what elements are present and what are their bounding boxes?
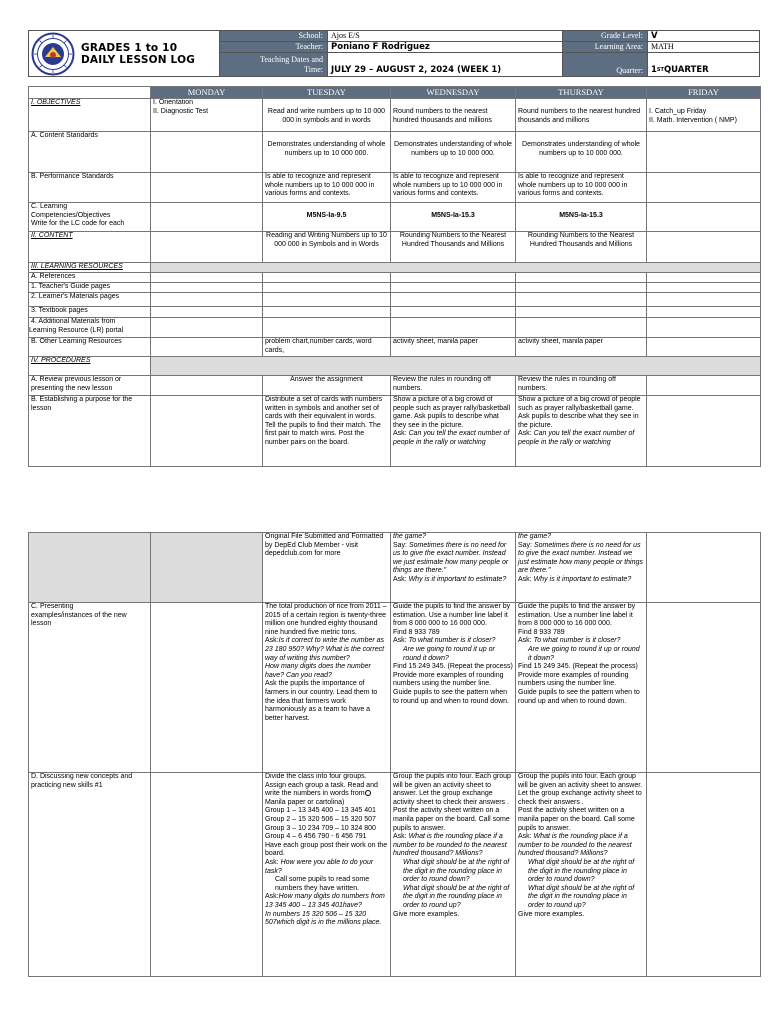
other-resources-row xyxy=(29,338,761,357)
continued-wednesday-2: Say: xyxy=(393,541,409,549)
presenting-wednesday-3: Ask: xyxy=(393,637,409,645)
competencies-label-3: Write for the LC code for each xyxy=(31,220,125,228)
other-resources-tuesday: problem chart,number cards, word cards, xyxy=(263,338,391,357)
content-label: II. CONTENT xyxy=(29,232,151,263)
presenting-label xyxy=(29,603,151,773)
presenting-thursday-7: Provide more examples of rounding numbers using the number line. xyxy=(518,671,629,688)
content-row xyxy=(29,232,761,263)
learners-materials-tuesday xyxy=(263,293,391,307)
dates-label xyxy=(220,53,327,76)
purpose-thursday xyxy=(516,396,647,467)
discussing-thursday-2: Post the activity sheet written on a manila paper on the board. Call some pupils to answer. xyxy=(518,807,635,832)
other-resources-friday xyxy=(647,338,761,357)
presenting-wednesday xyxy=(391,603,516,773)
continued-friday xyxy=(647,533,761,603)
continued-wednesday xyxy=(391,533,516,603)
purpose-thursday-2: Ask: xyxy=(518,430,534,438)
discussing-wednesday-2: Post the activity sheet written on a manila paper on the board. Call some pupils to answer. xyxy=(393,807,510,832)
purpose-monday xyxy=(151,396,263,467)
presenting-tuesday xyxy=(263,603,391,773)
performance-standards-row xyxy=(29,173,761,203)
continued-thursday-2: Say: xyxy=(518,541,534,549)
presenting-tuesday-4: How many digits does the number have? Can you read? xyxy=(265,663,371,679)
content-standards-row xyxy=(29,132,761,173)
content-standards-thursday: Demonstrates understanding of whole numbers up to 10 000 000. xyxy=(516,132,647,173)
learners-materials-row xyxy=(29,293,761,307)
objectives-monday xyxy=(151,99,263,132)
continued-thursday-4: Ask: xyxy=(518,575,534,583)
lesson-table-page-2 xyxy=(28,532,761,977)
textbook-tuesday xyxy=(263,307,391,318)
discussing-tuesday-12: In numbers 15 320 506 – 15 320 507which digit is in the millions place. xyxy=(265,910,382,927)
presenting-thursday-8: Guide pupils to see the pattern when to round up and when to round down. xyxy=(518,688,640,705)
continued-wednesday-5: Why is it important to estimate? xyxy=(408,575,507,583)
continued-label xyxy=(29,533,151,603)
content-thursday: Rounding Numbers to the Nearest Hundred Thousands and Millions xyxy=(516,232,647,263)
continued-tuesday: Original File Submitted and Formatted by DepEd Club Member - visit depedclub.com for more xyxy=(263,533,391,603)
continued-thursday xyxy=(516,533,647,603)
content-standards-friday xyxy=(647,132,761,173)
discussing-tuesday-11: How many digits do numbers from 13 345 400 – 13 345 401have? xyxy=(265,893,385,909)
page-1 xyxy=(28,30,760,467)
competencies-label-1: C. Learning xyxy=(31,203,68,210)
discussing-tuesday-2: Group 1 – 13 345 400 – 13 345 401 xyxy=(265,807,376,815)
discussing-wednesday-3: Ask: xyxy=(393,833,409,841)
purpose-wednesday xyxy=(391,396,516,467)
continued-wednesday-4: Ask: xyxy=(393,575,409,583)
objectives-wednesday: Round numbers to the nearest hundred thousands and millions xyxy=(391,99,516,132)
procedures-row xyxy=(29,357,761,376)
additional-materials-tuesday xyxy=(263,318,391,338)
discussing-wednesday-5: What digit should be at the right of the digit in the rounding place in order to round down? xyxy=(403,858,510,884)
textbook-label: 3. Textbook pages xyxy=(29,307,151,318)
school-value: Ajos E/S xyxy=(327,31,562,41)
presenting-wednesday-8: Guide pupils to see the pattern when to round up and when to round down. xyxy=(393,688,509,705)
circle-bullet-icon xyxy=(365,790,371,796)
area-label: Learning Area: xyxy=(562,42,647,52)
objectives-monday-1: I. Orientation xyxy=(153,99,194,106)
discussing-tuesday-1b: Manila paper or cartolina) xyxy=(265,798,345,806)
learners-materials-thursday xyxy=(516,293,647,307)
additional-materials-label-2: Learning Resource (LR) portal xyxy=(29,326,124,334)
review-thursday: Review the rules in rounding off numbers. xyxy=(516,376,647,396)
title-line-2: DAILY LESSON LOG xyxy=(81,53,196,66)
discussing-tuesday-7: Ask: xyxy=(265,858,281,866)
competencies-monday xyxy=(151,203,263,232)
presenting-wednesday-1: Guide the pupils to find the answer by estimation. Use a number line label it from 8 000 000 to 16 000 000. xyxy=(393,603,511,628)
discussing-wednesday-6: What digit should be at the right of the digit in the rounding place in order to round up? xyxy=(403,884,510,909)
discussing-friday xyxy=(647,773,761,977)
objectives-friday-1: I. Catch_up Friday xyxy=(649,108,707,115)
purpose-wednesday-2: Ask: xyxy=(393,430,409,438)
additional-materials-friday xyxy=(647,318,761,338)
objectives-row xyxy=(29,99,761,132)
discussing-thursday-3: Ask: xyxy=(518,833,534,841)
presenting-label-1: C. Presenting xyxy=(31,603,74,610)
learners-materials-wednesday xyxy=(391,293,516,307)
review-row xyxy=(29,376,761,396)
school-label: School: xyxy=(220,31,327,41)
teacher-value: Poniano F Rodriguez xyxy=(327,42,562,52)
presenting-wednesday-7: Provide more examples of rounding numbers using the number line. xyxy=(393,671,504,688)
header-title-block xyxy=(29,31,220,76)
performance-standards-monday xyxy=(151,173,263,203)
purpose-wednesday-3: Can you tell the exact number of people in the rally or watching xyxy=(393,430,510,446)
teachers-guide-tuesday xyxy=(263,283,391,293)
presenting-row xyxy=(29,603,761,773)
header-fields xyxy=(220,31,759,76)
discussing-thursday-7: Give more examples. xyxy=(518,910,585,918)
grade-label: Grade Level: xyxy=(562,31,647,41)
discussing-tuesday-6: Have each group post their work on the board. xyxy=(265,841,388,858)
content-wednesday: Rounding Numbers to the Nearest Hundred Thousands and Millions xyxy=(391,232,516,263)
discussing-thursday-6: What digit should be at the right of the digit in the rounding place in order to round up? xyxy=(528,884,635,909)
discussing-thursday-1: Group the pupils into four. Each group will be given an activity sheet to answer. Let the group exchange activity sheet to check their answers . xyxy=(518,773,643,806)
quarter-text: QUARTER xyxy=(663,65,709,75)
day-header-tuesday: TUESDAY xyxy=(263,87,391,99)
dates-value: JULY 29 – AUGUST 2, 2024 (WEEK 1) xyxy=(327,53,562,76)
purpose-label-1: B. Establishing a purpose for the xyxy=(31,396,133,403)
corner-cell xyxy=(29,87,151,99)
discussing-thursday-5: What digit should be at the right of the digit in the rounding place in order to round down? xyxy=(528,858,635,884)
competencies-thursday: M5NS-Ia-15.3 xyxy=(516,203,647,232)
teachers-guide-wednesday xyxy=(391,283,516,293)
learners-materials-friday xyxy=(647,293,761,307)
purpose-thursday-3: Can you tell the exact number of people in the rally or watching xyxy=(518,430,635,446)
learners-materials-monday xyxy=(151,293,263,307)
teachers-guide-row xyxy=(29,283,761,293)
quarter-num: 1 xyxy=(651,65,657,75)
lesson-table-page-1 xyxy=(28,86,761,467)
additional-materials-monday xyxy=(151,318,263,338)
discussing-tuesday-8: How were you able to do your task? xyxy=(265,858,374,875)
discussing-tuesday xyxy=(263,773,391,977)
presenting-monday xyxy=(151,603,263,773)
discussing-row xyxy=(29,773,761,977)
textbook-monday xyxy=(151,307,263,318)
presenting-label-2: examples/instances of the new xyxy=(31,611,127,619)
procedures-shade xyxy=(151,357,761,376)
continued-wednesday-3: Sometimes there is no need for us to give the exact number. Instead we just estimate how many people or things are there." xyxy=(393,541,509,575)
content-monday xyxy=(151,232,263,263)
textbook-row xyxy=(29,307,761,318)
title-line-1: GRADES 1 to 10 xyxy=(81,41,178,54)
competencies-label xyxy=(29,203,151,232)
learning-resources-row xyxy=(29,263,761,273)
discussing-tuesday-10: Ask: xyxy=(265,893,279,901)
presenting-thursday-4: To what number is it closer? xyxy=(533,637,621,645)
additional-materials-thursday xyxy=(516,318,647,338)
review-friday xyxy=(647,376,761,396)
references-thursday xyxy=(516,273,647,283)
textbook-wednesday xyxy=(391,307,516,318)
day-header-wednesday: WEDNESDAY xyxy=(391,87,516,99)
teachers-guide-friday xyxy=(647,283,761,293)
day-header-monday: MONDAY xyxy=(151,87,263,99)
discussing-thursday xyxy=(516,773,647,977)
presenting-wednesday-4: To what number is it closer? xyxy=(408,637,496,645)
objectives-thursday: Round numbers to the nearest hundred thousands and millions xyxy=(516,99,647,132)
teachers-guide-label: 1. Teacher's Guide pages xyxy=(29,283,151,293)
presenting-tuesday-5: Ask the pupils the importance of farmers in our country. Lead them to the idea that farmers work harmoniously as a team to have a better harvest. xyxy=(265,680,378,722)
presenting-thursday-6: Find 15 249 345. (Repeat the process) xyxy=(518,663,638,671)
discussing-label-1: D. Discussing new concepts and xyxy=(31,773,133,780)
additional-materials-row xyxy=(29,318,761,338)
quarter-value xyxy=(647,53,759,76)
performance-standards-label: B. Performance Standards xyxy=(29,173,151,203)
review-wednesday: Review the rules in rounding off numbers. xyxy=(391,376,516,396)
discussing-tuesday-9: Call some pupils to read some numbers they have written. xyxy=(275,876,370,892)
references-wednesday xyxy=(391,273,516,283)
presenting-thursday-5: Are we going to round it up or round it down? xyxy=(528,645,640,662)
purpose-thursday-1: Show a picture of a big crowd of people such as prayer rally/basketball game. Ask pupils to describe what they see in the picture. xyxy=(518,396,641,429)
presenting-wednesday-5: Are we going to round it up or round it down? xyxy=(403,645,495,662)
discussing-label xyxy=(29,773,151,977)
presenting-tuesday-3: Is it correct to write the number as 23 180 950? Why? What is the correct way of writing this number? xyxy=(265,637,385,662)
references-friday xyxy=(647,273,761,283)
performance-standards-tuesday: Is able to recognize and represent whole numbers up to 10 000 000 in various forms and contexts. xyxy=(263,173,391,203)
days-header-row xyxy=(29,87,761,99)
presenting-wednesday-6: Find 15 249 345. (Repeat the process) xyxy=(393,663,513,671)
content-standards-tuesday: Demonstrates understanding of whole numbers up to 10 000 000. xyxy=(263,132,391,173)
performance-standards-thursday: Is able to recognize and represent whole numbers up to 10 000 000 in various forms and contexts. xyxy=(516,173,647,203)
discussing-monday xyxy=(151,773,263,977)
presenting-tuesday-2: Ask: xyxy=(265,637,279,645)
content-standards-label: A. Content Standards xyxy=(29,132,151,173)
additional-materials-label xyxy=(29,318,151,338)
references-row xyxy=(29,273,761,283)
presenting-tuesday-1: The total production of rice from 2011 – 2015 of a certain region is twenty-three million one hundred eighty thousand nine hundred five metric tons. xyxy=(265,603,387,636)
continued-thursday-5: Why is it important to estimate? xyxy=(533,575,632,583)
content-standards-monday xyxy=(151,132,263,173)
continued-row xyxy=(29,533,761,603)
review-label xyxy=(29,376,151,396)
purpose-label-2: lesson xyxy=(31,404,52,412)
performance-standards-friday xyxy=(647,173,761,203)
teachers-guide-thursday xyxy=(516,283,647,293)
area-value: MATH xyxy=(647,42,759,52)
purpose-row xyxy=(29,396,761,467)
quarter-label: Quarter: xyxy=(562,53,647,76)
dates-label-line-1: Teaching Dates and xyxy=(260,55,323,64)
header-title xyxy=(81,42,195,66)
presenting-thursday-1: Guide the pupils to find the answer by estimation. Use a number line label it from 8 000 000 to 16 000 000. xyxy=(518,603,636,628)
references-tuesday xyxy=(263,273,391,283)
competencies-friday xyxy=(647,203,761,232)
competencies-wednesday: M5NS-Ia-15.3 xyxy=(391,203,516,232)
continued-monday xyxy=(151,533,263,603)
discussing-tuesday-5: Group 4 – 6 456 790 - 6 456 791 xyxy=(265,833,367,841)
objectives-friday-2: II. Math. Intervention ( NMP) xyxy=(649,116,737,124)
purpose-wednesday-1: Show a picture of a big crowd of people such as prayer rally/basketball game. Ask pupils to describe what they see in the picture. xyxy=(393,396,511,429)
references-label: A. References xyxy=(29,273,151,283)
presenting-thursday xyxy=(516,603,647,773)
content-friday xyxy=(647,232,761,263)
performance-standards-wednesday: Is able to recognize and represent whole numbers up to 10 000 000 in various forms and contexts. xyxy=(391,173,516,203)
teachers-guide-monday xyxy=(151,283,263,293)
grade-value: V xyxy=(647,31,759,41)
other-resources-thursday: activity sheet, manila paper xyxy=(516,338,647,357)
references-monday xyxy=(151,273,263,283)
additional-materials-label-1: 4. Additional Materials from xyxy=(31,318,116,325)
discussing-label-2: practicing new skills #1 xyxy=(31,781,103,789)
presenting-wednesday-2: Find 8 933 789 xyxy=(393,628,440,636)
content-tuesday: Reading and Writing Numbers up to 10 000 000 in Symbols and in Words xyxy=(263,232,391,263)
purpose-label xyxy=(29,396,151,467)
header-row-dates xyxy=(220,53,759,76)
discussing-wednesday-1: Group the pupils into four. Each group will be given an activity sheet to answer. Let the group exchange activity sheet to check their answers . xyxy=(393,773,511,806)
purpose-friday xyxy=(647,396,761,467)
learners-materials-label: 2. Learner's Materials pages xyxy=(29,293,151,307)
discussing-wednesday-7: Give more examples. xyxy=(393,910,460,918)
textbook-friday xyxy=(647,307,761,318)
objectives-friday xyxy=(647,99,761,132)
competencies-tuesday: M5NS-Ia-9.5 xyxy=(263,203,391,232)
header-row-teacher xyxy=(220,42,759,53)
other-resources-label: B. Other Learning Resources xyxy=(29,338,151,357)
header xyxy=(28,30,760,77)
procedures-label: IV. PROCEDURES xyxy=(29,357,151,376)
competencies-row xyxy=(29,203,761,232)
learning-resources-shade xyxy=(151,263,761,273)
objectives-monday-2: II. Diagnostic Test xyxy=(153,107,209,115)
objectives-label: I. OBJECTIVES xyxy=(29,99,151,132)
review-tuesday: Answer the assignment xyxy=(263,376,391,396)
header-row-school xyxy=(220,31,759,42)
review-label-1: A. Review previous lesson or xyxy=(31,376,122,383)
dates-label-line-2: Time: xyxy=(304,65,323,74)
quarter-sup: ST xyxy=(656,67,664,73)
other-resources-wednesday: activity sheet, manila paper xyxy=(391,338,516,357)
continued-thursday-3: Sometimes there is no need for us to give the exact number. Instead we just estimate how many people or things are there." xyxy=(518,541,643,575)
discussing-thursday-4: What is the rounding place if a number to be rounded to the nearest hundred thousand? Millions? xyxy=(518,833,632,858)
discussing-tuesday-4: Group 3 – 10 234 709 – 10 324 800 xyxy=(265,824,376,832)
day-header-thursday: THURSDAY xyxy=(516,87,647,99)
presenting-thursday-2: Find 8 933 789 xyxy=(518,628,565,636)
additional-materials-wednesday xyxy=(391,318,516,338)
content-standards-wednesday: Demonstrates understanding of whole numbers up to 10 000 000. xyxy=(391,132,516,173)
discussing-tuesday-1: Divide the class into four groups. Assign each group a task. Read and write the numbers in words from xyxy=(265,773,378,798)
deped-seal-icon xyxy=(31,32,75,76)
other-resources-monday xyxy=(151,338,263,357)
teacher-label: Teacher: xyxy=(220,42,327,52)
presenting-thursday-3: Ask: xyxy=(518,637,534,645)
review-label-2: presenting the new lesson xyxy=(31,384,113,392)
presenting-friday xyxy=(647,603,761,773)
textbook-thursday xyxy=(516,307,647,318)
discussing-wednesday xyxy=(391,773,516,977)
objectives-tuesday: Read and write numbers up to 10 000 000 in symbols and in words xyxy=(263,99,391,132)
learning-resources-label: III. LEARNING RESOURCES xyxy=(29,263,151,273)
presenting-label-3: lesson xyxy=(31,620,52,628)
review-monday xyxy=(151,376,263,396)
day-header-friday: FRIDAY xyxy=(647,87,761,99)
continued-wednesday-1: the game? xyxy=(393,533,427,540)
page-2 xyxy=(28,532,760,977)
continued-thursday-1: the game? xyxy=(518,533,552,540)
purpose-tuesday: Distribute a set of cards with numbers written in symbols and another set of cards with their equivalent in words. Tell the pupils to find their match. The first pair to match wins. Post the number pairs on the board. xyxy=(263,396,391,467)
discussing-tuesday-3: Group 2 – 15 320 506 – 15 320 507 xyxy=(265,815,376,823)
competencies-label-2: Competencies/Objectives xyxy=(31,211,111,219)
discussing-wednesday-4: What is the rounding place if a number to be rounded to the nearest hundred thousand? Millions? xyxy=(393,833,507,858)
